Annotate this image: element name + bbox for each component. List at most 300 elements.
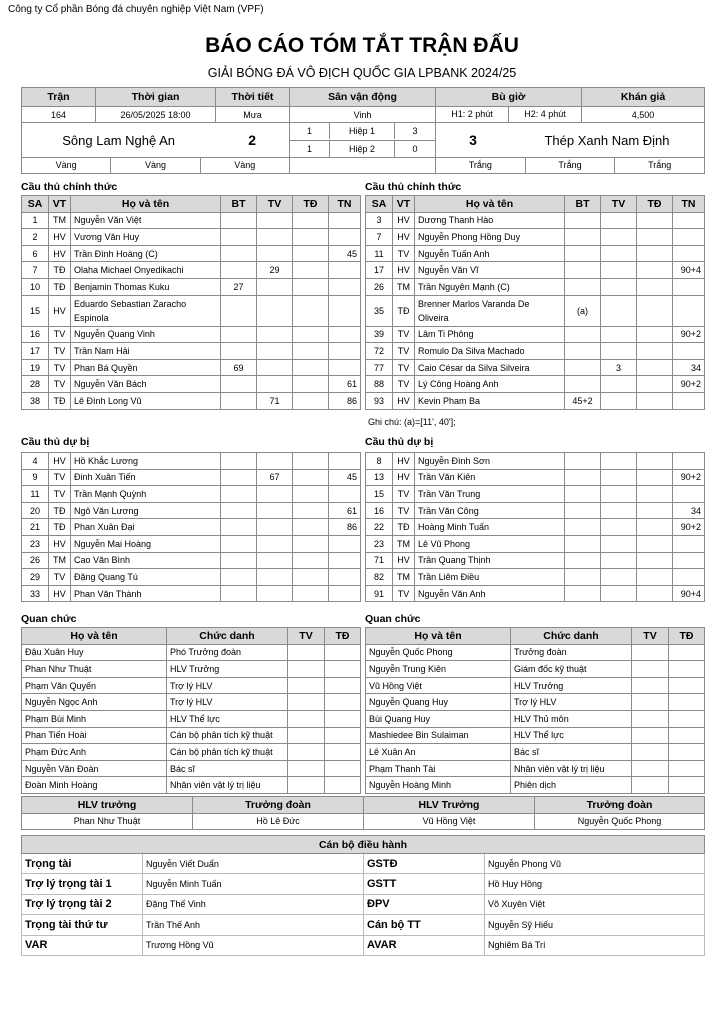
yellow-card <box>257 212 293 229</box>
supervisor-role: Cán bộ TT <box>364 915 485 935</box>
substitution <box>329 343 361 360</box>
halves-cell <box>290 123 436 141</box>
yellow-card <box>257 502 293 519</box>
shirt-number: 7 <box>366 229 393 246</box>
substitution: 90+4 <box>673 585 705 602</box>
red-card <box>637 359 673 376</box>
referee-role: Trợ lý trọng tài 2 <box>22 894 143 914</box>
shirt-number: 82 <box>366 569 393 586</box>
position: TV <box>393 343 415 360</box>
red-card <box>293 453 329 470</box>
position: TV <box>49 469 71 486</box>
header-spectators: Khán giả <box>582 88 705 107</box>
player-name: Nguyễn Quang Vinh <box>71 326 221 343</box>
substitution: 90+2 <box>673 519 705 536</box>
red-card <box>293 552 329 569</box>
substitution: 61 <box>329 376 361 393</box>
player-name: Đinh Xuân Tiến <box>71 469 221 486</box>
home-starting-table <box>21 195 361 410</box>
position: HV <box>49 229 71 246</box>
position: TM <box>393 569 415 586</box>
official-red-card <box>325 661 361 678</box>
referee-row <box>22 935 705 955</box>
player-row <box>22 392 361 409</box>
goal <box>565 212 601 229</box>
red-card <box>637 326 673 343</box>
yellow-card <box>257 376 293 393</box>
official-yellow-card <box>288 644 325 661</box>
red-card <box>637 392 673 409</box>
red-card <box>637 229 673 246</box>
away-subs-table <box>365 452 705 602</box>
player-row <box>22 502 361 519</box>
shirt-number: 28 <box>22 376 49 393</box>
header-added-time: Bù giờ <box>436 88 582 107</box>
substitution: 45 <box>329 469 361 486</box>
substitution <box>673 245 705 262</box>
away-subs-title: Cầu thủ dự bị <box>365 436 434 448</box>
official-yellow-card <box>632 727 669 744</box>
official-name: Mashiedee Bin Sulaiman <box>366 727 511 744</box>
official-red-card <box>325 727 361 744</box>
official-role: Cán bộ phân tích kỹ thuật <box>167 744 288 761</box>
goal <box>565 535 601 552</box>
supervisor-name: Nguyễn Phong Vũ <box>485 854 705 874</box>
yellow-card <box>257 519 293 536</box>
official-name: Nguyễn Quốc Phong <box>366 644 511 661</box>
player-row <box>366 359 705 376</box>
goal <box>221 212 257 229</box>
official-yellow-card <box>632 710 669 727</box>
player-row <box>366 535 705 552</box>
substitution <box>673 552 705 569</box>
coach-header-away-head: Trưởng đoàn <box>535 797 705 814</box>
home-starting-title: Cầu thủ chính thức <box>21 181 118 193</box>
away-officials-title: Quan chức <box>365 613 421 625</box>
substitution: 45 <box>329 245 361 262</box>
official-row <box>22 661 361 678</box>
yellow-card <box>601 326 637 343</box>
shirt-number: 93 <box>366 392 393 409</box>
position: TV <box>393 376 415 393</box>
red-card <box>293 359 329 376</box>
goal <box>565 486 601 503</box>
player-name: Trần Nguyên Mạnh (C) <box>415 278 565 295</box>
goal <box>565 343 601 360</box>
red-card <box>637 295 673 326</box>
goal <box>221 552 257 569</box>
position: TĐ <box>49 278 71 295</box>
official-role: Trợ lý HLV <box>167 694 288 711</box>
yellow-card <box>257 585 293 602</box>
player-name: Nguyễn Văn Anh <box>415 585 565 602</box>
official-role: Trưởng đoàn <box>511 644 632 661</box>
official-row <box>22 710 361 727</box>
player-row <box>366 552 705 569</box>
substitution: 34 <box>673 359 705 376</box>
substitution: 86 <box>329 519 361 536</box>
supervisor-role: AVAR <box>364 935 485 955</box>
yellow-card <box>601 343 637 360</box>
position: TĐ <box>49 262 71 279</box>
col-header-goal: BT <box>565 196 601 213</box>
col-header-official-red-card: TĐ <box>325 628 361 645</box>
official-yellow-card <box>288 727 325 744</box>
player-row <box>22 519 361 536</box>
player-row <box>366 245 705 262</box>
colors-spacer <box>290 158 436 174</box>
official-name: Phạm Đức Anh <box>22 744 167 761</box>
substitution <box>673 278 705 295</box>
player-name: Cao Văn Bình <box>71 552 221 569</box>
goal <box>565 569 601 586</box>
added-time-h2: H2: 4 phút <box>524 109 566 119</box>
substitution <box>329 585 361 602</box>
red-card <box>637 552 673 569</box>
shirt-number: 29 <box>22 569 49 586</box>
col-header-official-role: Chức danh <box>167 628 288 645</box>
goal <box>565 326 601 343</box>
player-row <box>22 229 361 246</box>
official-red-card <box>669 744 705 761</box>
shirt-number: 21 <box>22 519 49 536</box>
official-yellow-card <box>632 744 669 761</box>
shirt-number: 4 <box>22 453 49 470</box>
official-row <box>366 760 705 777</box>
home-color-1: Vàng <box>22 158 111 173</box>
player-row <box>366 343 705 360</box>
referee-role: Trọng tài <box>22 854 143 874</box>
official-yellow-card <box>288 710 325 727</box>
substitution: 61 <box>329 502 361 519</box>
yellow-card <box>601 585 637 602</box>
yellow-card: 71 <box>257 392 293 409</box>
player-row <box>22 376 361 393</box>
official-row <box>366 710 705 727</box>
goal <box>565 376 601 393</box>
home-team-cell <box>22 123 290 158</box>
yellow-card <box>601 502 637 519</box>
yellow-card <box>257 245 293 262</box>
official-role: Bác sĩ <box>511 744 632 761</box>
yellow-card <box>257 552 293 569</box>
player-row <box>22 262 361 279</box>
official-yellow-card <box>288 661 325 678</box>
home-score: 2 <box>248 132 257 148</box>
player-name: Lê Đình Long Vũ <box>71 392 221 409</box>
col-header-official-role: Chức danh <box>511 628 632 645</box>
red-card <box>293 245 329 262</box>
yellow-card <box>601 262 637 279</box>
official-row <box>366 744 705 761</box>
goal <box>565 502 601 519</box>
player-name: Brenner Marlos Varanda De Oliveira <box>415 295 565 326</box>
yellow-card <box>601 295 637 326</box>
player-name: Trần Mạnh Quỳnh <box>71 486 221 503</box>
player-name: Lý Công Hoàng Anh <box>415 376 565 393</box>
substitution: 34 <box>673 502 705 519</box>
red-card <box>637 278 673 295</box>
half2-home-score: 1 <box>290 141 330 157</box>
red-card <box>637 535 673 552</box>
yellow-card: 3 <box>601 359 637 376</box>
position: TV <box>393 486 415 503</box>
position: TĐ <box>49 392 71 409</box>
player-row <box>366 502 705 519</box>
official-role: HLV Thể lực <box>511 727 632 744</box>
official-red-card <box>325 777 361 794</box>
official-name: Nguyễn Trung Kiên <box>366 661 511 678</box>
referee-name: Trần Thế Anh <box>143 915 364 935</box>
official-yellow-card <box>632 644 669 661</box>
official-row <box>366 777 705 794</box>
shirt-number: 19 <box>22 359 49 376</box>
shirt-number: 16 <box>22 326 49 343</box>
position: HV <box>393 453 415 470</box>
official-row <box>22 644 361 661</box>
shirt-number: 72 <box>366 343 393 360</box>
yellow-card <box>257 278 293 295</box>
goal <box>221 535 257 552</box>
official-red-card <box>669 777 705 794</box>
position: TĐ <box>49 502 71 519</box>
goal <box>221 295 257 326</box>
goal <box>221 229 257 246</box>
official-red-card <box>325 694 361 711</box>
player-row <box>22 278 361 295</box>
yellow-card <box>601 552 637 569</box>
half1-home-score: 1 <box>290 123 330 139</box>
player-row <box>366 278 705 295</box>
goal: 45+2 <box>565 392 601 409</box>
official-name: Phan Tiến Hoài <box>22 727 167 744</box>
yellow-card <box>601 486 637 503</box>
official-role: HLV Trưởng <box>511 677 632 694</box>
red-card <box>293 326 329 343</box>
shirt-number: 23 <box>366 535 393 552</box>
official-yellow-card <box>288 760 325 777</box>
official-role: Phó Trưởng đoàn <box>167 644 288 661</box>
official-row <box>22 677 361 694</box>
official-name: Nguyễn Văn Đoàn <box>22 760 167 777</box>
goal: (a) <box>565 295 601 326</box>
position: TV <box>393 359 415 376</box>
coach-header-away-hlv: HLV Trưởng <box>364 797 535 814</box>
shirt-number: 7 <box>22 262 49 279</box>
away-starting-table <box>365 195 705 410</box>
position: TM <box>393 278 415 295</box>
substitution: 90+2 <box>673 326 705 343</box>
player-row <box>22 469 361 486</box>
referee-role: Trọng tài thứ tư <box>22 915 143 935</box>
substitution <box>329 278 361 295</box>
player-name: Nguyễn Phong Hồng Duy <box>415 229 565 246</box>
player-name: Nguyễn Tuấn Anh <box>415 245 565 262</box>
official-role: Trợ lý HLV <box>167 677 288 694</box>
shirt-number: 6 <box>22 245 49 262</box>
substitution <box>673 343 705 360</box>
substitution <box>673 535 705 552</box>
position: TV <box>49 326 71 343</box>
official-role: Bác sĩ <box>167 760 288 777</box>
referee-name: Nguyễn Minh Tuấn <box>143 874 364 894</box>
official-role: Nhân viên vật lý trị liệu <box>511 760 632 777</box>
yellow-card <box>601 392 637 409</box>
coach-header-home-head: Trưởng đoàn <box>193 797 364 814</box>
red-card <box>293 212 329 229</box>
col-header-official-red-card: TĐ <box>669 628 705 645</box>
shirt-number: 3 <box>366 212 393 229</box>
position: TĐ <box>393 295 415 326</box>
referees-table <box>21 835 705 956</box>
player-name: Lê Vũ Phong <box>415 535 565 552</box>
official-name: Bùi Quang Huy <box>366 710 511 727</box>
substitution <box>673 212 705 229</box>
official-name: Đậu Xuân Huy <box>22 644 167 661</box>
position: HV <box>393 552 415 569</box>
substitution: 90+4 <box>673 262 705 279</box>
position: HV <box>393 262 415 279</box>
red-card <box>637 469 673 486</box>
goal <box>565 552 601 569</box>
red-card <box>293 295 329 326</box>
stadium: Vinh <box>290 107 436 123</box>
official-role: Cán bộ phân tích kỹ thuật <box>167 727 288 744</box>
away-starting-title: Cầu thủ chính thức <box>365 181 462 193</box>
shirt-number: 26 <box>22 552 49 569</box>
note: Ghi chú: (a)=[11', 40']; <box>368 417 456 427</box>
player-name: Benjamin Thomas Kuku <box>71 278 221 295</box>
shirt-number: 2 <box>22 229 49 246</box>
official-red-card <box>669 677 705 694</box>
position: HV <box>393 392 415 409</box>
player-name: Caio César da Silva Silveira <box>415 359 565 376</box>
shirt-number: 77 <box>366 359 393 376</box>
shirt-number: 38 <box>22 392 49 409</box>
report-title: BÁO CÁO TÓM TẮT TRẬN ĐẤU <box>205 34 519 57</box>
official-row <box>366 644 705 661</box>
player-row <box>366 519 705 536</box>
col-header-player-name: Họ và tên <box>71 196 221 213</box>
weather: Mưa <box>216 107 290 123</box>
red-card <box>637 262 673 279</box>
home-team-manager: Hồ Lê Đức <box>193 813 364 829</box>
substitution <box>329 552 361 569</box>
goal <box>221 326 257 343</box>
referee-name: Nguyễn Viết Duẩn <box>143 854 364 874</box>
supervisor-name: Hồ Huy Hồng <box>485 874 705 894</box>
official-role: HLV Trưởng <box>167 661 288 678</box>
official-yellow-card <box>288 694 325 711</box>
half2-label: Hiệp 2 <box>330 141 395 157</box>
substitution <box>673 569 705 586</box>
player-name: Nguyễn Văn Bách <box>71 376 221 393</box>
shirt-number: 11 <box>366 245 393 262</box>
official-red-card <box>669 694 705 711</box>
player-row <box>366 469 705 486</box>
position: TV <box>49 343 71 360</box>
red-card <box>293 569 329 586</box>
substitution: 86 <box>329 392 361 409</box>
official-red-card <box>669 760 705 777</box>
yellow-card <box>257 486 293 503</box>
position: HV <box>49 453 71 470</box>
yellow-card <box>257 343 293 360</box>
substitution <box>329 326 361 343</box>
red-card <box>293 469 329 486</box>
shirt-number: 22 <box>366 519 393 536</box>
added-time-h1: H1: 2 phút <box>436 107 509 122</box>
yellow-card <box>601 519 637 536</box>
shirt-number: 20 <box>22 502 49 519</box>
position: HV <box>49 245 71 262</box>
shirt-number: 10 <box>22 278 49 295</box>
red-card <box>293 262 329 279</box>
player-name: Đặng Quang Tú <box>71 569 221 586</box>
official-red-card <box>325 677 361 694</box>
red-card <box>637 519 673 536</box>
player-row <box>22 326 361 343</box>
shirt-number: 15 <box>366 486 393 503</box>
official-name: Nguyễn Hoàng Minh <box>366 777 511 794</box>
substitution <box>673 453 705 470</box>
player-name: Phan Xuân Đại <box>71 519 221 536</box>
official-role: HLV Thể lực <box>167 710 288 727</box>
supervisor-name: Nghiêm Bá Trí <box>485 935 705 955</box>
goal <box>221 262 257 279</box>
home-officials-table <box>21 627 361 794</box>
shirt-number: 15 <box>22 295 49 326</box>
referee-row <box>22 915 705 935</box>
half2-away-score: 0 <box>412 143 418 154</box>
col-header-substitution: TN <box>329 196 361 213</box>
col-header-goal: BT <box>221 196 257 213</box>
home-head-coach: Phan Như Thuật <box>22 813 193 829</box>
yellow-card <box>257 295 293 326</box>
home-team-name: Sông Lam Nghệ An <box>62 132 176 148</box>
official-role: Trợ lý HLV <box>511 694 632 711</box>
shirt-number: 17 <box>22 343 49 360</box>
position: TV <box>393 245 415 262</box>
player-name: Trần Nam Hải <box>71 343 221 360</box>
away-score: 3 <box>469 132 477 148</box>
player-row <box>366 295 705 326</box>
substitution <box>329 229 361 246</box>
player-row <box>366 326 705 343</box>
spectators: 4,500 <box>582 107 705 123</box>
official-yellow-card <box>288 677 325 694</box>
away-team-manager: Nguyễn Quốc Phong <box>535 813 705 829</box>
home-color-2: Vàng <box>111 158 200 173</box>
away-color-3: Trắng <box>648 160 672 170</box>
added-time-cell <box>436 107 582 123</box>
home-officials-title: Quan chức <box>21 613 77 625</box>
home-color-3: Vàng <box>234 160 256 170</box>
col-header-position: VT <box>49 196 71 213</box>
official-yellow-card <box>632 760 669 777</box>
goal <box>565 262 601 279</box>
col-header-shirt-number: SA <box>22 196 49 213</box>
official-role: Nhân viên vật lý trị liệu <box>167 777 288 794</box>
player-name: Olaha Michael Onyedikachi <box>71 262 221 279</box>
position: TĐ <box>393 519 415 536</box>
red-card <box>293 229 329 246</box>
official-name: Phạm Văn Quyến <box>22 677 167 694</box>
red-card <box>637 212 673 229</box>
yellow-card <box>601 212 637 229</box>
official-row <box>22 744 361 761</box>
goal <box>565 519 601 536</box>
